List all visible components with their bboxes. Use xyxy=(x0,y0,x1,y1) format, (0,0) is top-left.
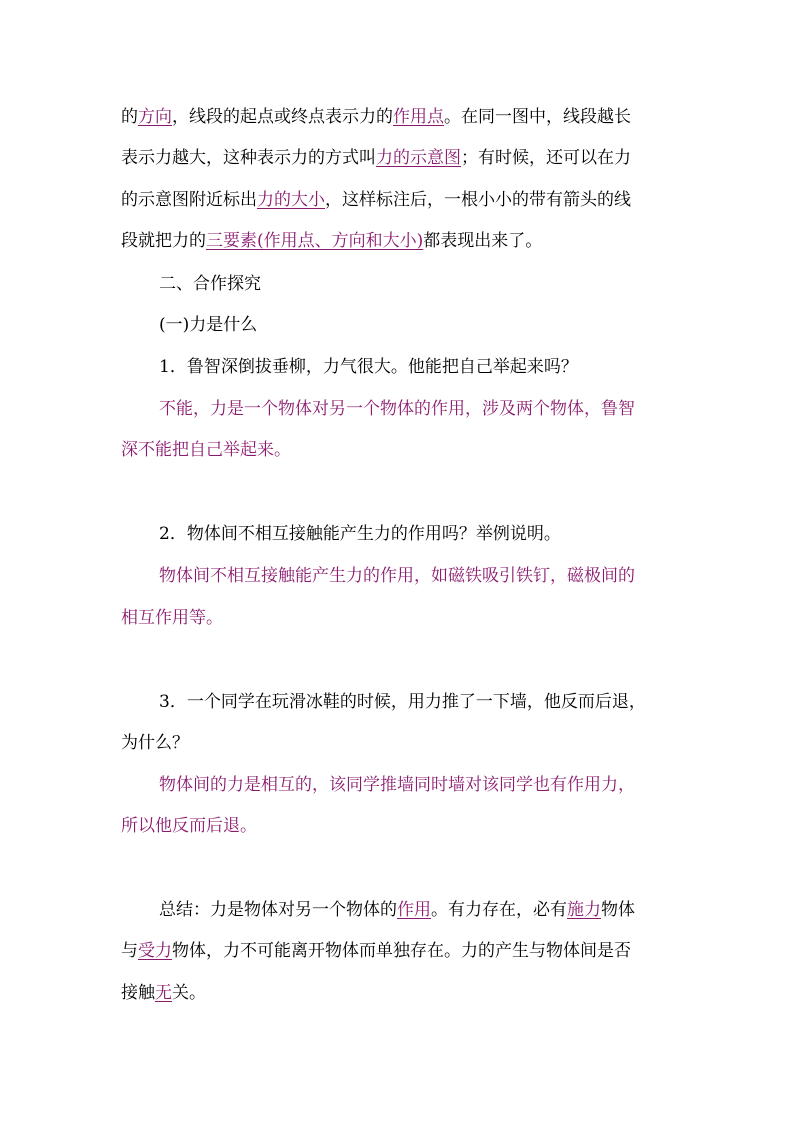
section-heading: 二、合作探究 xyxy=(159,274,261,294)
blank-answer-applying-force: 施力 xyxy=(567,900,601,920)
text: 都表现出来了。 xyxy=(423,231,543,251)
blank-answer-direction: 方向 xyxy=(138,107,172,127)
text: 的示意图附近标出 xyxy=(121,190,257,210)
text: 与 xyxy=(121,941,138,961)
text: 的 xyxy=(121,107,138,127)
blank-answer-three-elements: 三要素(作用点、方向和大小) xyxy=(206,231,424,251)
intro-line-2 xyxy=(121,138,677,178)
text: 表示力越大，这种表示力的方式叫 xyxy=(121,148,376,168)
text: 关。 xyxy=(172,983,206,1003)
blank-answer-receiving-force: 受力 xyxy=(138,941,172,961)
intro-line-4 xyxy=(121,221,677,261)
question-3-line-1: 3．一个同学在玩滑冰鞋的时候，用力推了一下墙，他反而后退， xyxy=(159,692,646,712)
intro-line-3 xyxy=(121,180,677,220)
text: 总结：力是物体对另一个物体的 xyxy=(159,900,397,920)
answer-1-line-2: 深不能把自己举起来。 xyxy=(121,440,291,460)
question-1: 1．鲁智深倒拔垂柳，力气很大。他能把自己举起来吗？ xyxy=(159,357,578,377)
blank-answer-point-of-action: 作用点 xyxy=(393,107,444,127)
subsection-heading: (一)力是什么 xyxy=(159,315,258,335)
answer-2-line-1: 物体间不相互接触能产生力的作用，如磁铁吸引铁钉，磁极间的 xyxy=(159,566,635,586)
blank-answer-force-magnitude: 力的大小 xyxy=(257,190,325,210)
intro-line-1 xyxy=(121,97,677,137)
text: 。在同一图中，线段越长 xyxy=(444,107,631,127)
answer-1-line-1: 不能，力是一个物体对另一个物体的作用，涉及两个物体，鲁智 xyxy=(159,399,635,419)
blank-answer-unrelated: 无 xyxy=(155,983,172,1003)
blank-answer-action: 作用 xyxy=(397,900,431,920)
text: 。有力存在，必有 xyxy=(431,900,567,920)
answer-3-line-2: 所以他反而后退。 xyxy=(121,816,257,836)
text: 物体 xyxy=(601,900,635,920)
answer-3-line-1: 物体间的力是相互的，该同学推墙同时墙对该同学也有作用力， xyxy=(159,775,635,795)
text: 物体，力不可能离开物体而单独存在。力的产生与物体间是否 xyxy=(172,941,631,961)
summary-line-1 xyxy=(159,890,715,930)
blank-answer-force-diagram: 力的示意图 xyxy=(376,148,461,168)
question-3-line-2: 为什么？ xyxy=(121,733,189,753)
text: ，线段的起点或终点表示力的 xyxy=(172,107,393,127)
question-2: 2．物体间不相互接触能产生力的作用吗？举例说明。 xyxy=(159,524,561,544)
text: 接触 xyxy=(121,983,155,1003)
summary-line-2 xyxy=(121,931,677,971)
text: ；有时候，还可以在力 xyxy=(461,148,631,168)
answer-2-line-2: 相互作用等。 xyxy=(121,608,223,628)
text: ，这样标注后，一根小小的带有箭头的线 xyxy=(325,190,631,210)
summary-line-3 xyxy=(121,973,677,1013)
text: 段就把力的 xyxy=(121,231,206,251)
